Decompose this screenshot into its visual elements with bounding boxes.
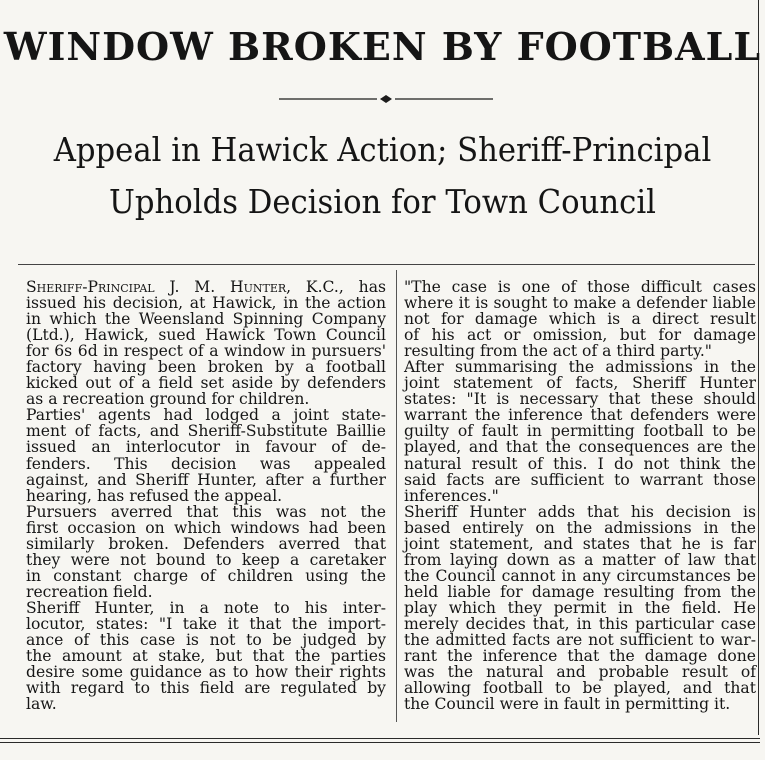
text-line: ance of this case is not to be judged by xyxy=(26,631,386,650)
text-line: Sheriff Hunter adds that his decision is xyxy=(404,502,756,521)
text-line: for 6s 6d in respect of a window in pursuers' xyxy=(26,342,386,361)
text-line: recreation field. xyxy=(26,582,153,601)
text-line: in constant charge of children using the xyxy=(26,566,386,585)
text-line: the admitted facts are not sufficient to war- xyxy=(404,631,756,650)
text-line: natural result of this. I do not think the xyxy=(404,454,756,473)
text-line: After summarising the admissions in the xyxy=(404,358,756,377)
text-line: based entirely on the admissions in the xyxy=(404,518,756,537)
text-line: Sheriff Hunter, in a note to his inter- xyxy=(26,598,386,617)
text-line: with regard to this field are regulated by xyxy=(26,679,386,698)
text-line: hearing, has refused the appeal. xyxy=(26,486,283,505)
headline-ornament-rule xyxy=(279,94,493,104)
section-divider xyxy=(18,264,755,265)
text-line: merely decides that, in this particular case xyxy=(404,614,756,633)
text-line: where it is sought to make a defender liable xyxy=(404,294,756,313)
text-line: play which they permit in the field. He xyxy=(404,598,756,617)
text-line: not for damage which is a direct result xyxy=(404,310,756,329)
text-line: joint statement of facts, Sheriff Hunter xyxy=(404,374,756,393)
text-line: law. xyxy=(26,695,57,714)
text-line: allowing football to be played, and that xyxy=(404,679,756,698)
text-line: the Council were in fault in permitting it. xyxy=(404,695,731,714)
subheadline-line-2: Upholds Decision for Town Council xyxy=(109,182,656,221)
text-line: issued an interlocutor in favour of de- xyxy=(26,438,386,457)
text-line: joint statement, and states that he is far xyxy=(404,534,756,553)
text-line: first occasion on which windows had been xyxy=(26,518,386,537)
text-line: inferences." xyxy=(404,486,499,505)
text-line: warrant the inference that defenders were xyxy=(404,406,756,425)
text-line: resulting from the act of a third party." xyxy=(404,342,712,361)
text-line: as a recreation ground for children. xyxy=(26,390,310,409)
headline: WINDOW BROKEN BY FOOTBALL xyxy=(3,24,762,69)
bottom-rule xyxy=(0,742,760,743)
text-line: guilty of fault in permitting football to be xyxy=(404,422,756,441)
text-line: the Council cannot in any circumstances be xyxy=(404,566,756,585)
text-line: states: "It is necessary that these should xyxy=(404,390,756,409)
text-line: similarly broken. Defenders averred that xyxy=(26,534,386,553)
text-line: in which the Weensland Spinning Company xyxy=(26,310,386,329)
text-line: was the natural and probable result of xyxy=(404,663,756,682)
text-line: Parties' agents had lodged a joint state- xyxy=(26,406,386,425)
text-line: ment of facts, and Sheriff-Substitute Baillie xyxy=(26,422,386,441)
text-line: locutor, states: "I take it that the import- xyxy=(26,614,386,633)
text-line: from laying down as a matter of law that xyxy=(404,550,756,569)
text-line: Pursuers averred that this was not the xyxy=(26,502,386,521)
text-line: held liable for damage resulting from the xyxy=(404,582,756,601)
text-line: issued his decision, at Hawick, in the action xyxy=(26,294,386,313)
text-line: played, and that the consequences are the xyxy=(404,438,756,457)
text-line: of his act or omission, but for damage xyxy=(404,326,756,345)
text-line: "The case is one of those difficult cases xyxy=(404,278,756,296)
text-line: Sheriff-Principal J. M. Hunter, K.C., has xyxy=(26,278,386,296)
text-line: said facts are sufficient to warrant those xyxy=(404,470,756,489)
text-line: the amount at stake, but that the parties xyxy=(26,647,386,666)
text-line: desire some guidance as to how their rights xyxy=(26,663,386,682)
text-line: against, and Sheriff Hunter, after a further xyxy=(26,470,386,489)
article-column-right xyxy=(404,279,756,712)
text-line: factory having been broken by a football xyxy=(26,358,386,377)
article-column-left xyxy=(26,279,386,712)
text-line: kicked out of a field set aside by defenders xyxy=(26,374,386,393)
text-line: fenders. This decision was appealed xyxy=(26,454,386,473)
bottom-rule xyxy=(0,738,760,739)
text-line: (Ltd.), Hawick, sued Hawick Town Council xyxy=(26,326,386,345)
text-line: they were not bound to keep a caretaker xyxy=(26,550,386,569)
subheadline-line-1: Appeal in Hawick Action; Sheriff-Principal xyxy=(53,130,712,169)
column-divider xyxy=(396,270,397,722)
text-line: rant the inference that the damage done xyxy=(404,647,756,666)
right-edge-rule xyxy=(758,0,759,735)
